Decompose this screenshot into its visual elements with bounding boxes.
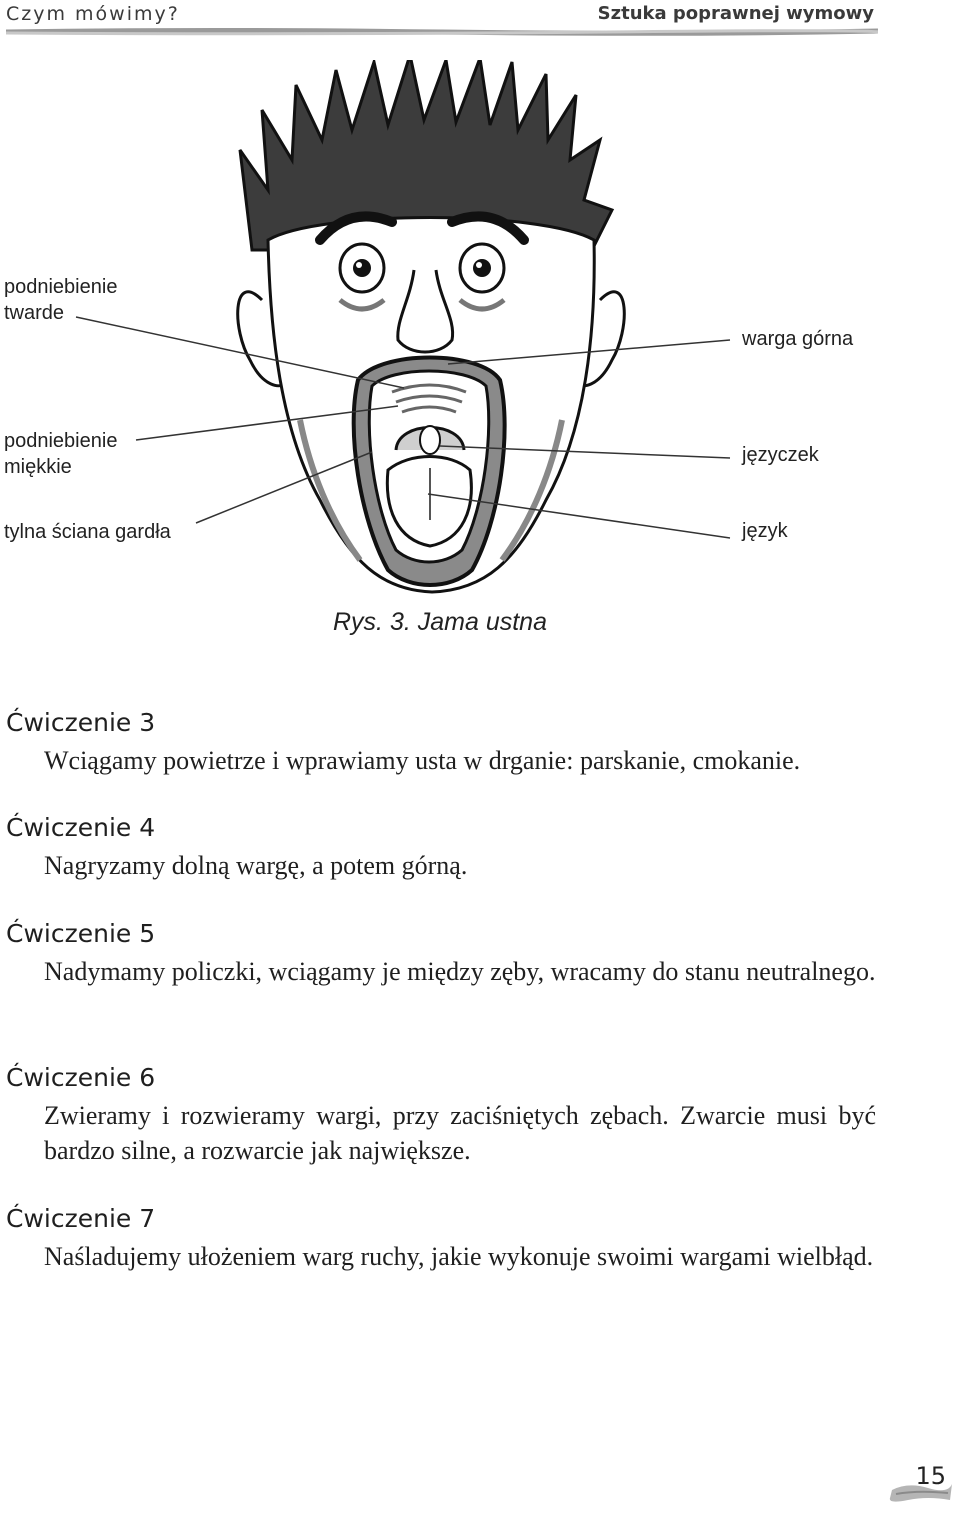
exercise-text: Nadymamy policzki, wciągamy je między zęby, wracamy do stanu neutralnego. — [44, 957, 876, 986]
figure-caption: Rys. 3. Jama ustna — [333, 608, 547, 636]
header-rule — [6, 27, 878, 37]
chapter-title: Czym mówimy? — [6, 3, 180, 25]
exercise-6 — [6, 1062, 876, 1168]
exercise-text: Nagryzamy dolną wargę, a potem górną. — [44, 851, 468, 880]
label-throat-wall: tylna ściana gardła — [4, 521, 171, 543]
exercise-text: Wciągamy powietrze i wprawiamy usta w drganie: parskanie, cmokanie. — [44, 746, 801, 775]
exercise-title: Ćwiczenie 4 — [6, 813, 156, 842]
exercise-4 — [6, 812, 876, 883]
exercise-title: Ćwiczenie 5 — [6, 919, 156, 948]
book-title: Sztuka poprawnej wymowy — [597, 3, 874, 24]
exercise-7 — [6, 1203, 876, 1274]
exercise-title: Ćwiczenie 6 — [6, 1063, 156, 1092]
label-upper-lip: warga górna — [742, 328, 854, 350]
label-tongue: język — [742, 520, 788, 542]
mouth-figure — [0, 60, 960, 600]
label-hard-palate: podniebienie twarde — [4, 276, 118, 324]
page-number: 15 — [915, 1462, 946, 1490]
uvula — [420, 426, 440, 454]
exercise-5 — [6, 918, 876, 989]
exercise-title: Ćwiczenie 3 — [6, 708, 156, 737]
label-uvula: języczek — [742, 444, 819, 466]
exercise-text: Zwieramy i rozwieramy wargi, przy zaciśniętych zębach. Zwarcie musi być bardzo silne, a rozwarcie jak największe. — [44, 1101, 876, 1165]
exercise-title: Ćwiczenie 7 — [6, 1204, 156, 1233]
exercise-3 — [6, 707, 876, 778]
exercise-text: Naśladujemy ułożeniem warg ruchy, jakie wykonuje swoimi wargami wielbłąd. — [44, 1242, 874, 1271]
label-soft-palate: podniebienie miękkie — [4, 430, 118, 478]
running-header — [0, 0, 960, 40]
